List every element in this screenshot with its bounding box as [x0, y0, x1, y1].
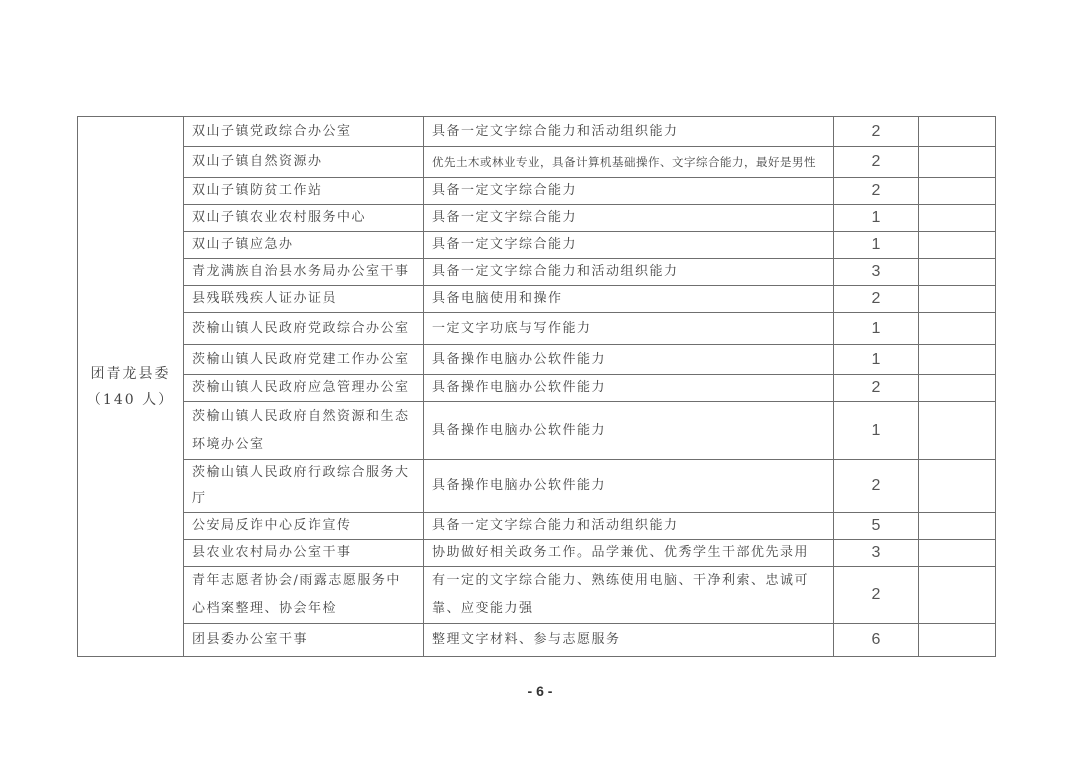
position-cell: 青龙满族自治县水务局办公室干事 — [184, 259, 424, 286]
position-cell: 双山子镇自然资源办 — [184, 147, 424, 178]
requirement-cell: 具备一定文字综合能力 — [424, 232, 834, 259]
requirement-cell: 有一定的文字综合能力、熟练使用电脑、干净利索、忠诚可靠、应变能力强 — [424, 567, 834, 624]
table-row — [78, 147, 996, 178]
position-cell: 茨榆山镇人民政府党政综合办公室 — [184, 313, 424, 345]
requirement-cell: 具备电脑使用和操作 — [424, 286, 834, 313]
note-cell — [919, 345, 996, 375]
table-row — [78, 178, 996, 205]
table-row — [78, 402, 996, 460]
requirement-cell: 具备操作电脑办公软件能力 — [424, 345, 834, 375]
position-cell: 双山子镇农业农村服务中心 — [184, 205, 424, 232]
position-cell: 公安局反诈中心反诈宣传 — [184, 513, 424, 540]
count-cell: 2 — [834, 567, 919, 624]
requirement-cell: 协助做好相关政务工作。品学兼优、优秀学生干部优先录用 — [424, 540, 834, 567]
requirement-cell: 一定文字功底与写作能力 — [424, 313, 834, 345]
position-cell: 茨榆山镇人民政府自然资源和生态环境办公室 — [184, 402, 424, 460]
note-cell — [919, 460, 996, 513]
requirement-cell: 具备操作电脑办公软件能力 — [424, 375, 834, 402]
position-cell: 茨榆山镇人民政府党建工作办公室 — [184, 345, 424, 375]
note-cell — [919, 402, 996, 460]
count-cell: 2 — [834, 375, 919, 402]
position-cell: 县农业农村局办公室干事 — [184, 540, 424, 567]
position-cell: 团县委办公室干事 — [184, 624, 424, 657]
table-row — [78, 232, 996, 259]
note-cell — [919, 178, 996, 205]
note-cell — [919, 624, 996, 657]
requirement-cell: 具备一定文字综合能力 — [424, 178, 834, 205]
requirement-cell: 优先土木或林业专业，具备计算机基础操作、文字综合能力，最好是男性 — [424, 147, 834, 178]
note-cell — [919, 286, 996, 313]
count-cell: 1 — [834, 232, 919, 259]
table-row — [78, 117, 996, 147]
note-cell — [919, 232, 996, 259]
table-row — [78, 513, 996, 540]
note-cell — [919, 259, 996, 286]
count-cell: 1 — [834, 205, 919, 232]
position-cell: 茨榆山镇人民政府行政综合服务大厅 — [184, 460, 424, 513]
organization-name: 团青龙县委 — [90, 365, 171, 382]
note-cell — [919, 117, 996, 147]
table-row — [78, 567, 996, 624]
count-cell: 1 — [834, 345, 919, 375]
note-cell — [919, 147, 996, 178]
count-cell: 6 — [834, 624, 919, 657]
note-cell — [919, 375, 996, 402]
note-cell — [919, 567, 996, 624]
note-cell — [919, 513, 996, 540]
table-row — [78, 375, 996, 402]
organization-count: （140 人） — [86, 391, 175, 408]
count-cell: 2 — [834, 178, 919, 205]
count-cell: 5 — [834, 513, 919, 540]
table-row — [78, 313, 996, 345]
note-cell — [919, 205, 996, 232]
positions-table — [77, 116, 996, 657]
position-cell: 县残联残疾人证办证员 — [184, 286, 424, 313]
requirement-cell: 具备一定文字综合能力 — [424, 205, 834, 232]
table-row — [78, 345, 996, 375]
count-cell: 3 — [834, 259, 919, 286]
requirement-cell: 具备一定文字综合能力和活动组织能力 — [424, 117, 834, 147]
requirement-cell: 整理文字材料、参与志愿服务 — [424, 624, 834, 657]
requirement-cell: 具备一定文字综合能力和活动组织能力 — [424, 513, 834, 540]
table-row — [78, 460, 996, 513]
count-cell: 3 — [834, 540, 919, 567]
requirement-cell: 具备一定文字综合能力和活动组织能力 — [424, 259, 834, 286]
table-row — [78, 624, 996, 657]
table-row — [78, 205, 996, 232]
count-cell: 2 — [834, 117, 919, 147]
note-cell — [919, 540, 996, 567]
table-row — [78, 286, 996, 313]
count-cell: 2 — [834, 286, 919, 313]
count-cell: 1 — [834, 313, 919, 345]
position-cell: 双山子镇防贫工作站 — [184, 178, 424, 205]
position-cell: 双山子镇应急办 — [184, 232, 424, 259]
page-number: - 6 - — [527, 683, 553, 699]
count-cell: 2 — [834, 147, 919, 178]
position-cell: 茨榆山镇人民政府应急管理办公室 — [184, 375, 424, 402]
organization-cell — [78, 117, 184, 657]
table-row — [78, 259, 996, 286]
count-cell: 2 — [834, 460, 919, 513]
note-cell — [919, 313, 996, 345]
position-cell: 双山子镇党政综合办公室 — [184, 117, 424, 147]
requirement-cell: 具备操作电脑办公软件能力 — [424, 402, 834, 460]
table-row — [78, 540, 996, 567]
requirement-cell: 具备操作电脑办公软件能力 — [424, 460, 834, 513]
position-cell: 青年志愿者协会/雨露志愿服务中心档案整理、协会年检 — [184, 567, 424, 624]
count-cell: 1 — [834, 402, 919, 460]
